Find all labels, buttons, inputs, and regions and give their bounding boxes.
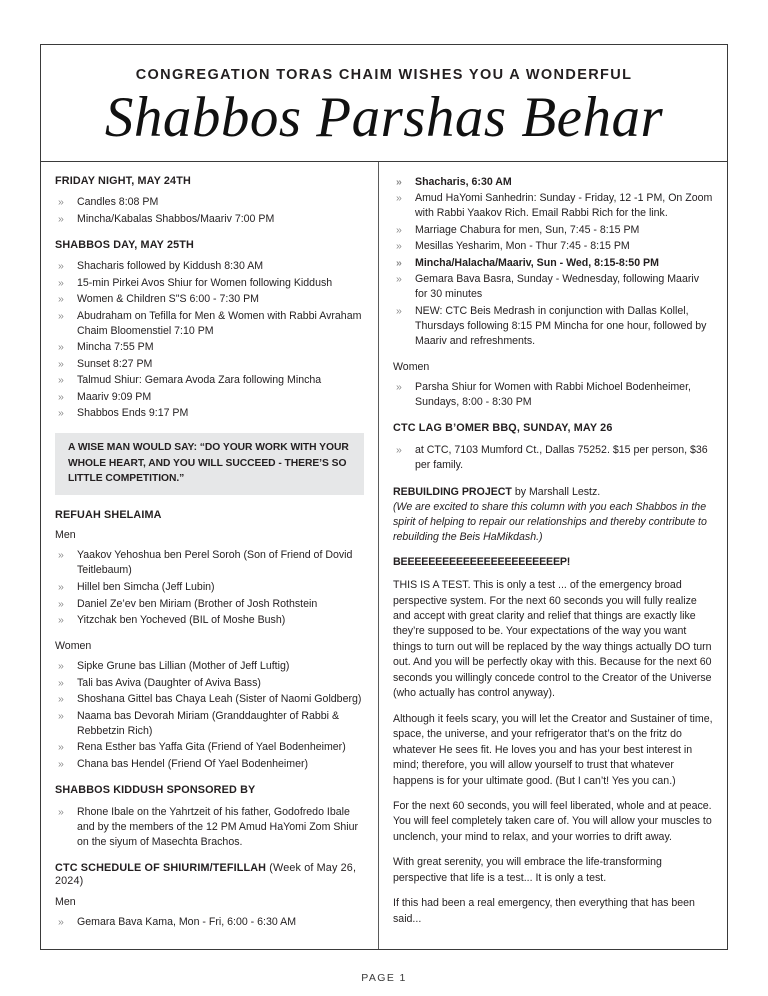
ctc-schedule-men-label: Men [55,895,76,908]
right-column [379,162,727,949]
ctc-schedule-heading-text: CTC SCHEDULE OF SHIURIM/TEFILLAH [55,861,267,874]
refuah-women-label: Women [55,640,92,653]
section-heading-kiddush-sponsor: SHABBOS KIDDUSH SPONSORED BY [55,784,256,797]
list-item: » Shabbos Ends 9:17 PM [55,406,364,421]
list-item: » Marriage Chabura for men, Sun, 7:45 - 8:15 PM [393,223,713,238]
list-item: » Rena Esther bas Yaffa Gita (Friend of Yael Bodenheimer) [55,740,364,755]
article-paragraph: If this had been a real emergency, then everything that has been said... [393,897,695,925]
refuah-men-label: Men [55,529,76,542]
page-title: Shabbos Parshas Behar [104,86,664,149]
article-author: by Marshall Lestz. [511,485,601,498]
masthead [41,45,727,162]
list-item: » Yaakov Yehoshua ben Perel Soroh (Son of Friend of Dovid Teitlebaum) [55,548,364,578]
list-item: » NEW: CTC Beis Medrash in conjunction with Dallas Kollel, Thursdays following 8:15 PM Mincha for one hour, followed by Maariv and refreshments. [393,304,713,349]
article-byline [393,485,713,499]
list-item: » Mincha/Kabalas Shabbos/Maariv 7:00 PM [55,212,364,227]
weekday-schedule-men-list [393,175,713,349]
friday-night-list [55,195,364,227]
article-paragraph: For the next 60 seconds, you will feel liberated, whole and at peace. You will feel completely taken care of. You will allow your muscles to unclench, your mind to relax, and your worries to drift away. [393,800,712,843]
list-item: » Shacharis, 6:30 AM [393,175,713,190]
list-item: » Shoshana Gittel bas Chaya Leah (Sister of Naomi Goldberg) [55,692,364,707]
list-item: » Mincha/Halacha/Maariv, Sun - Wed, 8:15-8:50 PM [393,256,713,271]
weekday-schedule-women-label: Women [393,360,430,373]
masthead-kicker: CONGREGATION TORAS CHAIM WISHES YOU A WONDERFUL [135,67,633,83]
list-item: » Naama bas Devorah Miriam (Granddaughter of Rabbi & Rebbetzin Rich) [55,709,364,739]
article-paragraph: Although it feels scary, you will let the Creator and Sustainer of time, space, the universe, and your refrigerator that’s on the fritz do whatever He sees fit. He loves you and has your best interest in mind; therefore, you will allow yourself to trust that whatever happens is for your ultimate good. (But I can’t! Yes you can.) [393,712,713,787]
section-heading-shabbos-day: SHABBOS DAY, MAY 25TH [55,238,194,251]
article-paragraph: THIS IS A TEST. This is only a test ... of the emergency broad perspective system. For the next 60 seconds you will fully realize and accept with great clarity and relief that things are exactly like they’re supposed to be. Your expectations of the way you want things to turn out will be replaced by the way things actually DO turn out. And you will be perfectly okay with this. Because for the next 60 seconds you willingly concede control to the Creator of the Universe (who actually has control anyway). [393,579,712,700]
list-item: » Hillel ben Simcha (Jeff Lubin) [55,580,364,595]
list-item: » Women & Children S"S 6:00 - 7:30 PM [55,292,364,307]
list-item: » Tali bas Aviva (Daughter of Aviva Bass) [55,676,364,691]
list-item: » 15-min Pirkei Avos Shiur for Women following Kiddush [55,276,364,291]
list-item: » Sunset 8:27 PM [55,357,364,372]
list-item: » Candles 8:08 PM [55,195,364,210]
section-heading-refuah-shelaima: REFUAH SHELAIMA [55,508,162,521]
list-item: » Chana bas Hendel (Friend Of Yael Bodenheimer) [55,757,364,772]
article-beep-line: BEEEEEEEEEEEEEEEEEEEEEEEP! [393,556,571,569]
article-intro-note: (We are excited to share this column with you each Shabbos in the spirit of helping to repair our relationships and thereby contribute to rebuilding the Beis HaMikdash.) [393,501,707,544]
refuah-women-list [55,659,364,772]
list-item: » Yitzchak ben Yocheved (BIL of Moshe Bush) [55,613,364,628]
section-heading-lag-bomer-bbq: CTC LAG B’OMER BBQ, SUNDAY, MAY 26 [393,422,613,435]
list-item: » Sipke Grune bas Lillian (Mother of Jeff Luftig) [55,659,364,674]
ctc-schedule-week-note: (Week of May 26, 2024) [55,861,357,888]
refuah-men-list [55,548,364,628]
list-item: » Parsha Shiur for Women with Rabbi Michoel Bodenheimer, Sundays, 8:00 - 8:30 PM [393,380,713,410]
list-item: » Mesillas Yesharim, Mon - Thur 7:45 - 8:15 PM [393,239,713,254]
left-column [41,162,379,949]
wise-man-quote-box: A WISE MAN WOULD SAY: “DO YOUR WORK WITH YOUR WHOLE HEART, AND YOU WILL SUCCEED - THERE’S SO LITTLE COMPETITION.” [55,433,364,494]
list-item: » Abudraham on Tefilla for Men & Women with Rabbi Avraham Chaim Bloomenstiel 7:10 PM [55,309,364,339]
list-item: » Shacharis followed by Kiddush 8:30 AM [55,259,364,274]
list-item: » Gemara Bava Kama, Mon - Fri, 6:00 - 6:30 AM [55,915,364,930]
list-item: » Mincha 7:55 PM [55,340,364,355]
list-item: » Talmud Shiur: Gemara Avoda Zara following Mincha [55,373,364,388]
article-title: REBUILDING PROJECT [393,485,512,498]
ctc-schedule-men-list [55,915,364,930]
kiddush-sponsor-list [55,805,364,850]
list-item: » Gemara Bava Basra, Sunday - Wednesday, following Maariv for 30 minutes [393,272,713,302]
content-columns [41,162,727,949]
list-item: » Rhone Ibale on the Yahrtzeit of his father, Godofredo Ibale and by the members of the 12 PM Amud HaYomi Zom Shiur on the siyum of Masechta Brachos. [55,805,364,850]
weekday-schedule-women-list [393,380,713,410]
list-item: » Amud HaYomi Sanhedrin: Sunday - Friday, 12 -1 PM, On Zoom with Rabbi Yaakov Rich. Email Rabbi Rich for the link. [393,191,713,221]
list-item: » at CTC, 7103 Mumford Ct., Dallas 75252. $15 per person, $36 per family. [393,443,713,473]
shabbos-day-list [55,259,364,421]
article-paragraph: With great serenity, you will embrace the life-transforming perspective that life is a test... It is only a test. [393,856,662,884]
list-item: » Maariv 9:09 PM [55,390,364,405]
list-item: » Daniel Ze’ev ben Miriam (Brother of Josh Rothstein [55,597,364,612]
page-footer: PAGE 1 [361,972,407,984]
section-heading-ctc-schedule [55,862,364,889]
bulletin-frame [40,44,728,950]
lag-bomer-bbq-list [393,443,713,473]
section-heading-friday-night: FRIDAY NIGHT, MAY 24TH [55,174,191,187]
